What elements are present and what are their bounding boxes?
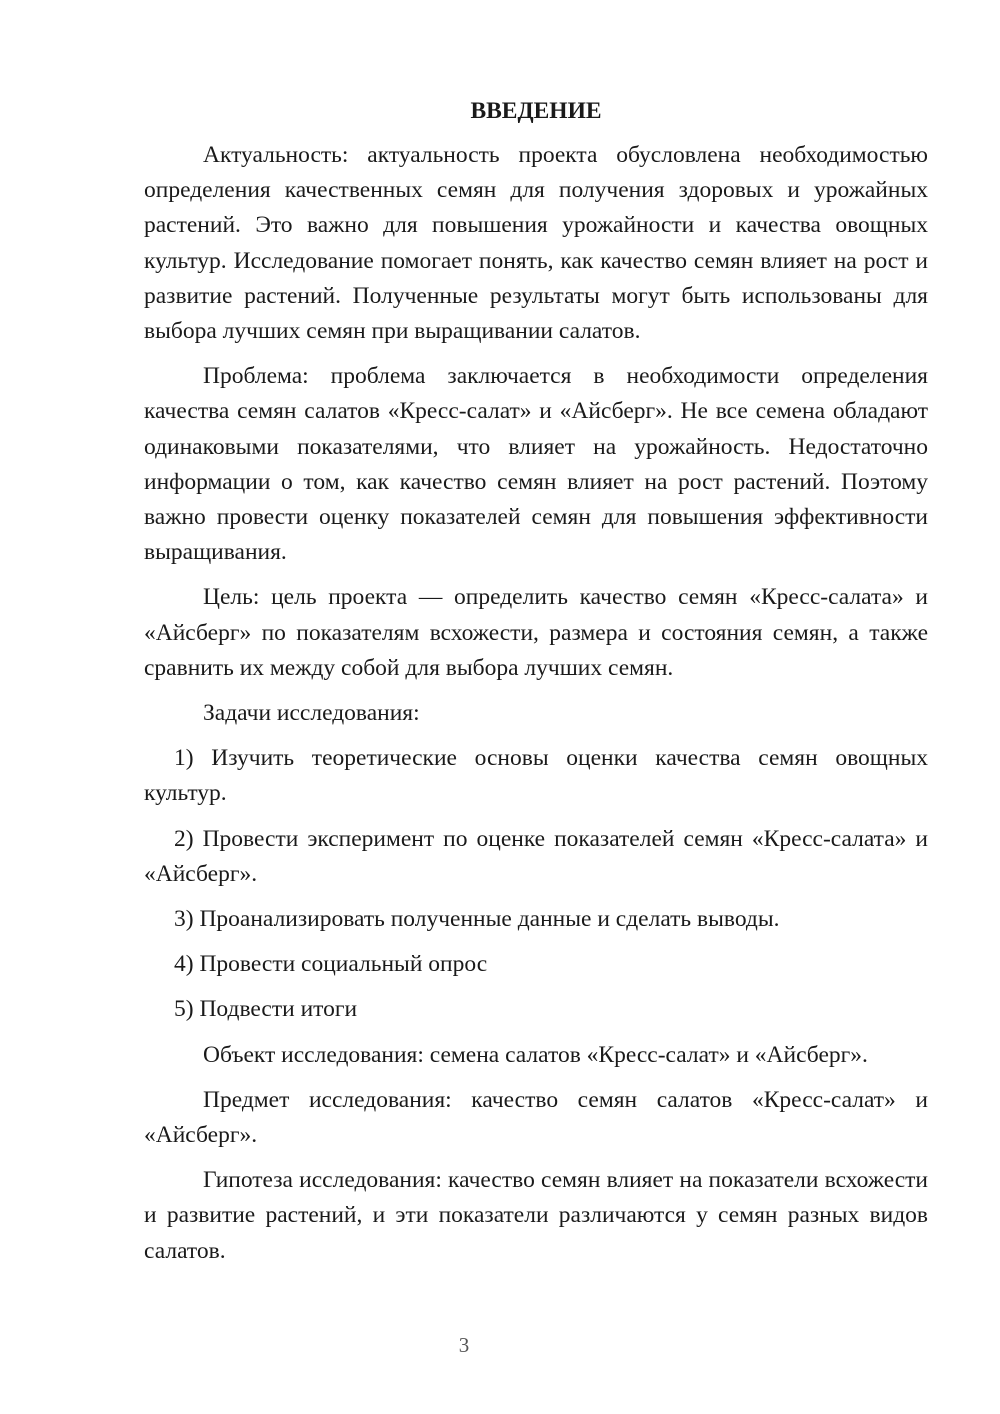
task-item: 5) Подвести итоги [174,996,358,1023]
task-item: 4) Провести социальный опрос [174,951,488,978]
page-content [144,94,928,1279]
task-item: 2) Провести эксперимент по оценке показателей семян «Кресс-салата» и «Айсберг». [144,825,928,887]
paragraph-object: Объект исследования: семена салатов «Кресс-салат» и «Айсберг». [203,1041,868,1068]
paragraph-subject: Предмет исследования: качество семян салатов «Кресс-салат» и «Айсберг». [144,1086,928,1149]
section-title: ВВЕДЕНИЕ [470,98,602,124]
paragraph-goal: Цель: цель проекта — определить качество семян «Кресс-салата» и «Айсберг» по показателям всхожести, размера и состояния семян, а также сравнить их между собой для выбора лучших семян. [144,584,928,681]
paragraph-hypothesis: Гипотеза исследования: качество семян влияет на показатели всхожести и развитие растений, и эти показатели различаются у семян разных видов салатов. [144,1167,928,1264]
paragraph-relevance: Актуальность: актуальность проекта обусловлена необходимостью определения качественных семян для получения здоровых и урожайных растений. Это важно для повышения урожайности и качества овощных культур. Исследование помогает понять, как качество семян влияет на рост и развитие растений. Полученные результаты могут быть использованы для выбора лучших семян при выращивании салатов. [144,142,928,345]
task-item: 3) Проанализировать полученные данные и сделать выводы. [174,906,780,933]
task-item: 1) Изучить теоретические основы оценки качества семян овощных культур. [144,745,928,807]
paragraph-tasks-heading: Задачи исследования: [203,700,420,727]
paragraph-problem: Проблема: проблема заключается в необходимости определения качества семян салатов «Кресс-салат» и «Айсберг». Не все семена обладают одинаковыми показателями, что влияет на урожайность. Недостаточно информации о том, как качество семян влияет на рост растений. Поэтому важно провести оценку показателей семян для повышения эффективности выращивания. [144,363,928,566]
page-number: 3 [458,1333,470,1357]
